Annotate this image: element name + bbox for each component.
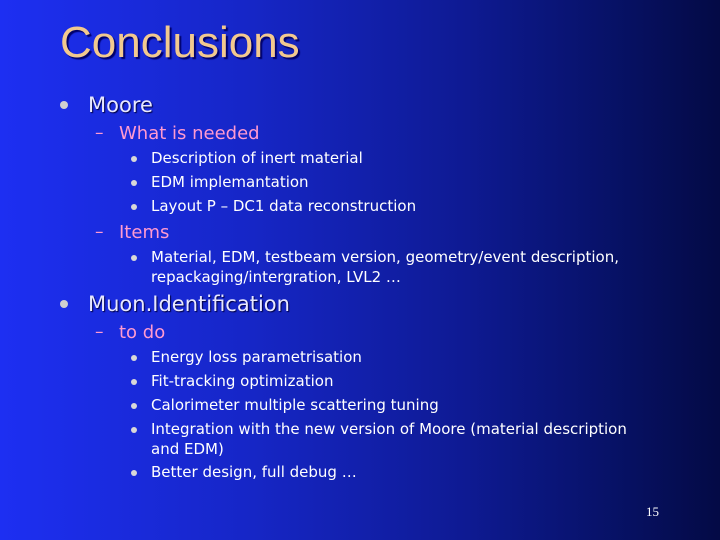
list-item: EDM implemantation xyxy=(151,173,309,191)
list-item: Better design, full debug … xyxy=(151,463,357,481)
bullet-icon xyxy=(60,101,68,109)
slide-title: Conclusions xyxy=(60,18,300,67)
list-item-continuation: and EDM) xyxy=(151,440,224,458)
bullet-icon xyxy=(131,255,137,261)
bullet-icon xyxy=(60,300,68,308)
list-item: Fit-tracking optimization xyxy=(151,372,334,390)
dash-icon: – xyxy=(95,222,104,242)
section-moore: Moore xyxy=(88,93,153,117)
list-item: Calorimeter multiple scattering tuning xyxy=(151,396,439,414)
dash-icon: – xyxy=(95,322,104,342)
dash-icon: – xyxy=(95,123,104,143)
subsection-to-do: to do xyxy=(119,322,166,343)
list-item: Integration with the new version of Moore (material description xyxy=(151,420,627,438)
list-item: Description of inert material xyxy=(151,149,363,167)
bullet-icon xyxy=(131,355,137,361)
subsection-what-is-needed: What is needed xyxy=(119,123,260,144)
list-item: Energy loss parametrisation xyxy=(151,348,362,366)
bullet-icon xyxy=(131,156,137,162)
bullet-icon xyxy=(131,470,137,476)
bullet-icon xyxy=(131,427,137,433)
list-item-continuation: repackaging/intergration, LVL2 … xyxy=(151,268,401,286)
section-muon-identification: Muon.Identification xyxy=(88,292,290,316)
subsection-items: Items xyxy=(119,222,170,243)
bullet-icon xyxy=(131,379,137,385)
page-number: 15 xyxy=(646,504,659,519)
bullet-icon xyxy=(131,180,137,186)
bullet-icon xyxy=(131,204,137,210)
bullet-icon xyxy=(131,403,137,409)
list-item: Layout P – DC1 data reconstruction xyxy=(151,197,417,215)
list-item: Material, EDM, testbeam version, geometry/event description, xyxy=(151,248,619,266)
